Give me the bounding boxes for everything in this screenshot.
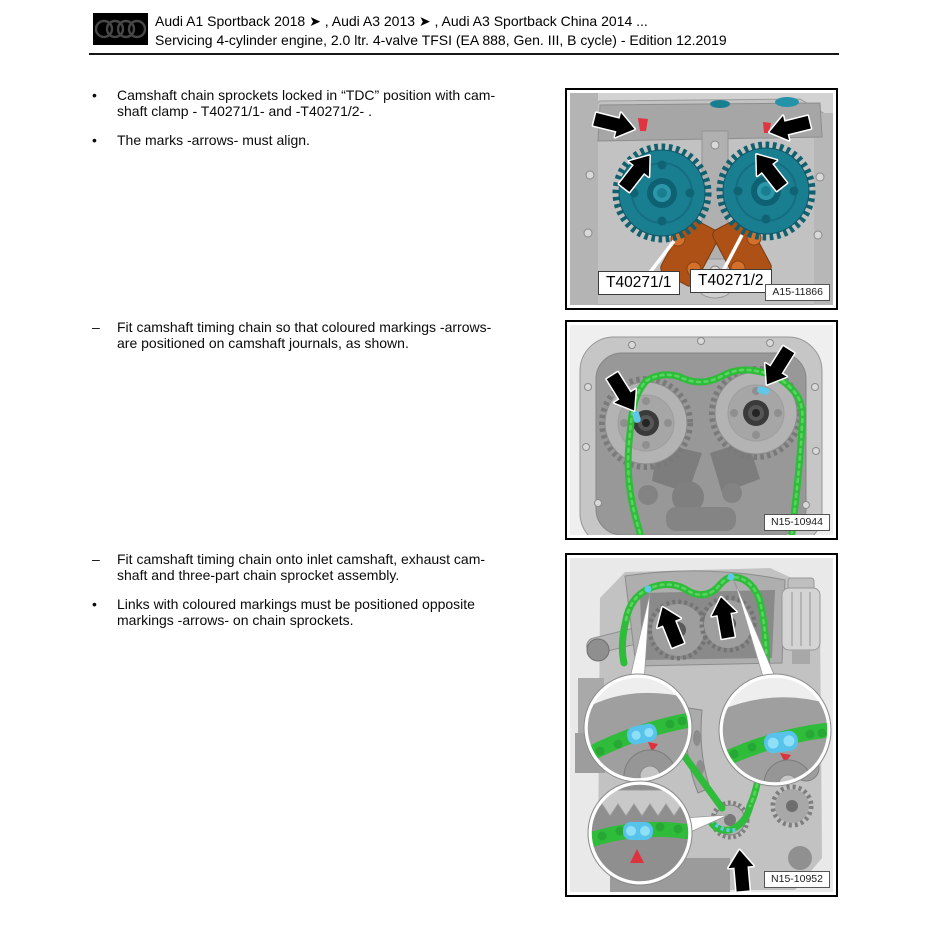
instruction-block-tdc — [92, 87, 550, 161]
figure-timing-chain-markings — [565, 320, 838, 540]
figure-camshaft-sprockets-tdc — [565, 88, 838, 310]
list-item-text: Links with coloured markings must be positioned opposite markings -arrows- on chain sprockets. — [117, 596, 475, 628]
list-item-text: Fit camshaft timing chain so that coloured markings -arrows- are positioned on camshaft journals, as shown. — [117, 319, 492, 351]
engine-illustration-chain — [570, 325, 833, 535]
dash-marker: – — [92, 319, 100, 335]
list-item-text: The marks -arrows- must align. — [117, 132, 310, 148]
list-item — [92, 132, 550, 148]
list-item — [92, 319, 550, 351]
audi-logo — [93, 13, 148, 45]
figure-chain-links-sprockets — [565, 553, 838, 897]
cyan-marked-link-right — [728, 574, 735, 581]
list-item — [92, 87, 550, 119]
figure-ref-code: A15-11866 — [765, 284, 830, 301]
list-item-text: Camshaft chain sprockets locked in “TDC” position with cam- shaft clamp - T40271/1- and -T40271/2- . — [117, 87, 496, 119]
list-item — [92, 596, 550, 628]
instruction-block-fit-chain — [92, 551, 550, 641]
header-models-line: Audi A1 Sportback 2018 ➤ , Audi A3 2013 ➤ , Audi A3 Sportback China 2014 ... — [155, 13, 648, 29]
engine-illustration-links — [570, 558, 833, 892]
tool-label-t40271-1: T40271/1 — [598, 271, 680, 295]
dash-marker: – — [92, 551, 100, 567]
instruction-block-chain-markings — [92, 319, 550, 364]
tool-label-t40271-2: T40271/2 — [690, 269, 772, 293]
header-subtitle-line: Servicing 4-cylinder engine, 2.0 ltr. 4-valve TFSI (EA 888, Gen. III, B cycle) - Edition 12.2019 — [155, 32, 727, 48]
page-header — [155, 12, 727, 50]
cyan-marked-link-left — [645, 586, 652, 593]
audi-rings-icon — [93, 13, 148, 45]
figure-ref-code: N15-10952 — [764, 871, 830, 888]
bullet-marker: • — [92, 87, 97, 103]
list-item — [92, 551, 550, 583]
list-item-text: Fit camshaft timing chain onto inlet camshaft, exhaust cam- shaft and three-part chain sprocket assembly. — [117, 551, 486, 583]
bullet-marker: • — [92, 132, 97, 148]
figure-ref-code: N15-10944 — [764, 514, 830, 531]
header-divider — [89, 53, 839, 55]
bullet-marker: • — [92, 596, 97, 612]
